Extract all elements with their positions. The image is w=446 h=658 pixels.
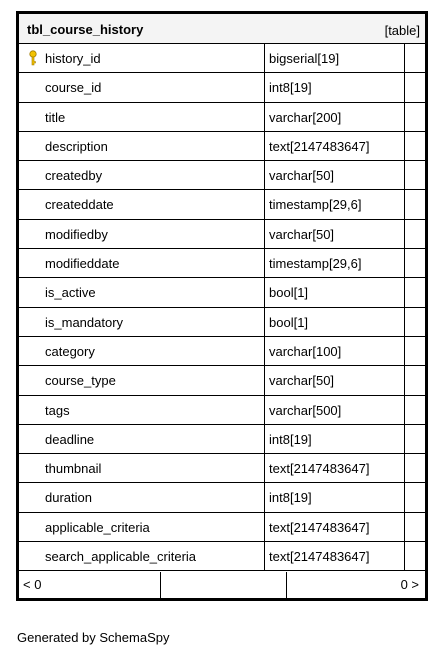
generated-by-text: Generated by SchemaSpy (17, 630, 170, 645)
column-type: varchar[50] (269, 168, 335, 184)
column-row (19, 542, 425, 571)
column-type: int8[19] (269, 80, 312, 96)
column-name[interactable]: thumbnail (45, 461, 102, 477)
column-row (19, 161, 425, 190)
column-list (19, 44, 425, 571)
parents-count-cell[interactable] (19, 572, 161, 598)
column-type: varchar[200] (269, 109, 342, 125)
column-type-cell (265, 366, 405, 394)
column-name[interactable]: tags (45, 402, 70, 418)
column-type: varchar[500] (269, 402, 342, 418)
column-type-cell (265, 542, 405, 570)
column-name-cell (19, 103, 265, 131)
column-type: bigserial[19] (269, 51, 340, 66)
column-name[interactable]: modifiedby (45, 226, 108, 242)
column-row (19, 278, 425, 307)
column-type-cell (265, 483, 405, 511)
table-entity (16, 11, 428, 601)
column-row (19, 190, 425, 219)
column-name[interactable]: is_active (45, 285, 96, 301)
column-name-cell (19, 220, 265, 248)
column-name[interactable]: description (45, 138, 108, 154)
column-type-cell (265, 513, 405, 541)
column-type-cell (265, 454, 405, 482)
column-type-cell (265, 44, 405, 72)
column-name[interactable]: createdby (45, 168, 103, 184)
column-name-cell (19, 337, 265, 365)
column-row (19, 249, 425, 278)
column-type: text[2147483647] (269, 549, 370, 565)
column-type-cell (265, 103, 405, 131)
column-name-cell (19, 278, 265, 306)
column-name-cell (19, 454, 265, 482)
column-row (19, 220, 425, 249)
column-name[interactable]: createddate (45, 197, 114, 213)
column-type: bool[1] (269, 285, 309, 301)
column-row (19, 73, 425, 102)
primary-key-icon (27, 50, 39, 66)
column-row (19, 308, 425, 337)
parents-count: < 0 (23, 577, 42, 592)
column-name[interactable]: course_id (45, 80, 102, 96)
column-name-cell (19, 73, 265, 101)
column-name-cell (19, 396, 265, 424)
column-name-cell (19, 483, 265, 511)
column-type-cell (265, 132, 405, 160)
column-type-cell (265, 161, 405, 189)
column-type-cell (265, 249, 405, 277)
column-row (19, 103, 425, 132)
column-name[interactable]: history_id (45, 51, 101, 66)
column-type: int8[19] (269, 431, 312, 447)
column-type-cell (265, 396, 405, 424)
column-row (19, 425, 425, 454)
column-name[interactable]: deadline (45, 431, 95, 447)
column-row (19, 454, 425, 483)
column-name-cell (19, 513, 265, 541)
column-row (19, 132, 425, 161)
column-name[interactable]: applicable_criteria (45, 519, 150, 535)
column-name[interactable]: duration (45, 490, 92, 506)
column-type-cell (265, 425, 405, 453)
column-type: varchar[50] (269, 226, 335, 242)
column-type-cell (265, 278, 405, 306)
table-footer (19, 572, 425, 598)
column-name-cell (19, 249, 265, 277)
column-type: timestamp[29,6] (269, 197, 362, 213)
column-row (19, 44, 425, 73)
column-type: timestamp[29,6] (269, 256, 362, 272)
column-row (19, 513, 425, 542)
column-name[interactable]: course_type (45, 373, 116, 389)
column-type: varchar[50] (269, 373, 335, 389)
table-header (19, 14, 425, 44)
column-row (19, 366, 425, 395)
column-type: int8[19] (269, 490, 312, 506)
children-count[interactable]: 0 > (400, 577, 419, 592)
column-name-cell (19, 132, 265, 160)
column-type-cell (265, 308, 405, 336)
column-type: text[2147483647] (269, 519, 370, 535)
column-name[interactable]: search_applicable_criteria (45, 549, 197, 565)
column-type: text[2147483647] (269, 461, 370, 477)
column-type-cell (265, 220, 405, 248)
footer-spacer-cell (161, 572, 287, 598)
column-name-cell (19, 308, 265, 336)
column-name-cell (19, 44, 265, 72)
column-type-cell (265, 73, 405, 101)
column-name-cell (19, 366, 265, 394)
table-name[interactable]: tbl_course_history (27, 22, 144, 37)
table-type-label: [table] (384, 23, 420, 38)
column-type: varchar[100] (269, 343, 342, 359)
column-type-cell (265, 190, 405, 218)
column-name[interactable]: category (45, 343, 95, 359)
column-name[interactable]: modifieddate (45, 256, 120, 272)
column-name[interactable]: title (45, 109, 66, 125)
column-name-cell (19, 425, 265, 453)
column-name-cell (19, 190, 265, 218)
column-type: text[2147483647] (269, 138, 370, 154)
column-type-cell (265, 337, 405, 365)
column-name[interactable]: is_mandatory (45, 314, 124, 330)
column-row (19, 396, 425, 425)
column-name-cell (19, 161, 265, 189)
column-row (19, 483, 425, 512)
column-type: bool[1] (269, 314, 309, 330)
column-row (19, 337, 425, 366)
column-name-cell (19, 542, 265, 570)
